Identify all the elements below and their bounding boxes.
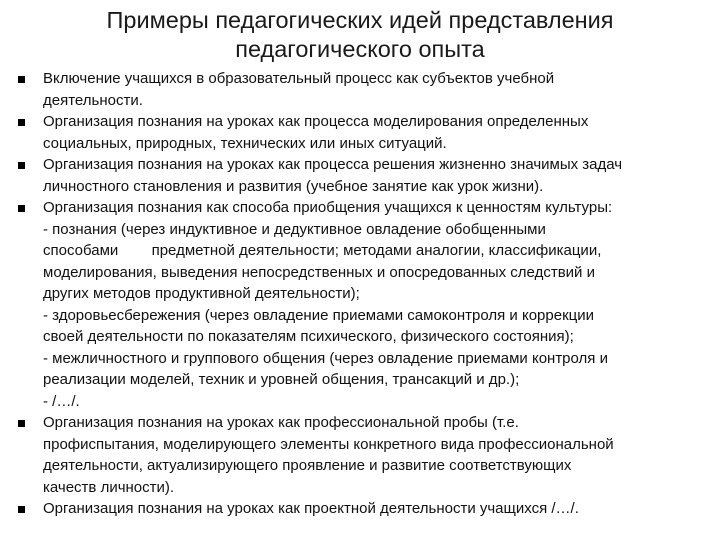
sub-item-communication [43,348,708,391]
sub-item-line: - /…/. [43,392,80,410]
bullet-item-3 [18,154,708,197]
sub-item-line: - здоровьесбережения (через овладение приемами самоконтроля и коррекции [43,306,594,324]
sub-item-line: - межличностного и группового общения (через овладение приемами контроля и [43,349,608,367]
bullet-item-4 [18,197,708,412]
bullet-item-2 [18,111,708,154]
item-text-line: качеств личности). [43,478,175,496]
item-text-line: Организация познания на уроках как процесса моделирования определенных [43,113,589,130]
slide-title-line-1: Примеры педагогических идей представления [106,7,614,33]
item-text-line: личностного становления и развития (учебное занятие как урок жизни). [43,177,544,195]
slide-title-line-2: педагогического опыта [235,36,485,62]
sub-item-line: реализации моделей, техник и уровней общения, трансакций и др.); [43,371,520,388]
square-bullet-icon [18,420,25,427]
item-text-line: Организация познания как способа приобщения учащихся к ценностям культуры: [43,199,613,216]
item-text-line: деятельности, актуализирующего проявление и развитие соответствующих [43,457,572,474]
square-bullet-icon [18,205,25,212]
sub-item-cognition [43,219,708,305]
bullet-item-1 [18,68,708,111]
bullet-item-5 [18,412,708,498]
sub-item-line: - познания (через индуктивное и дедуктивное овладение обобщенными [43,220,546,238]
sub-item-line: моделирования, выведения непосредственных и опосредованных следствий и [43,263,595,281]
sub-item-health [43,305,708,348]
square-bullet-icon [18,162,25,169]
square-bullet-icon [18,76,25,83]
sub-item-line: других методов продуктивной деятельности); [43,285,360,302]
item-text-line: деятельности. [43,91,143,109]
bullet-list [18,68,708,520]
item-text-line: Организация познания на уроках как проектной деятельности учащихся /…/. [43,500,579,517]
square-bullet-icon [18,506,25,513]
bullet-item-6 [18,498,708,520]
sub-item-line: способами предметной деятельности; методами аналогии, классификации, [43,242,602,259]
item-text-line: Организация познания на уроках как профессиональной пробы (т.е. [43,414,519,431]
square-bullet-icon [18,119,25,126]
sub-item-etc [43,391,708,413]
item-text-line: социальных, природных, технических или иных ситуаций. [43,134,447,152]
item-text-line: профиспытания, моделирующего элементы конкретного вида профессиональной [43,435,614,453]
item-text-line: Включение учащихся в образовательный процесс как субъектов учебной [43,70,555,87]
slide-title [60,6,660,64]
sub-item-line: своей деятельности по показателям психического, физического состояния); [43,328,574,345]
item-text-line: Организация познания на уроках как процесса решения жизненно значимых задач [43,156,623,173]
